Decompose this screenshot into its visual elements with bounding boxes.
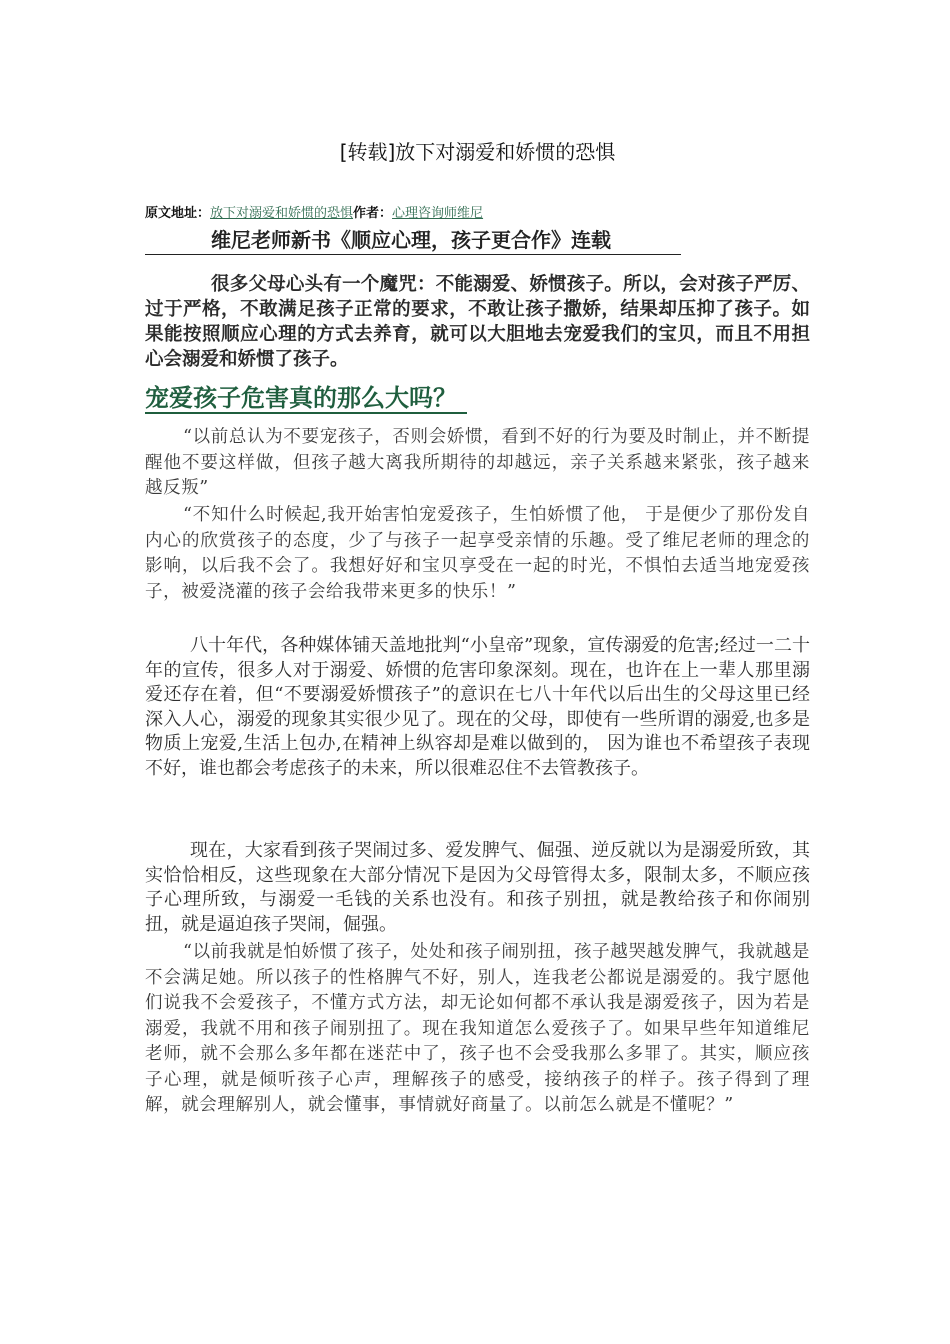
document-title: [转载]放下对溺爱和娇惯的恐惧 <box>339 140 616 164</box>
series-line: 维尼老师新书《顺应心理，孩子更合作》连载 <box>211 228 611 252</box>
author-label: 作者： <box>353 206 393 221</box>
body-paragraph-1: 八十年代，各种媒体铺天盖地批判“小皇帝”现象，宣传溺爱的危害;经过一二十年的宣传，很多人对于溺爱、娇惯的危害印象深刻。现在，也许在上一辈人那里溺爱还存在着，但“不要溺爱娇惯孩子”的意识在七八十年代以后出生的父母这里已经深入人心，溺爱的现象其实很少见了。现在的父母，即使有一些所谓的溺爱,也多是物质上宠爱,生活上包办,在精神上纵容却是难以做到的， 因为谁也不希望孩子表现不好，谁也都会考虑孩子的未来，所以很难忍住不去管教孩子。 <box>145 635 810 779</box>
body-paragraph-2: 现在，大家看到孩子哭闹过多、爱发脾气、倔强、逆反就以为是溺爱所致，其实恰恰相反，这些现象在大部分情况下是因为父母管得太多，限制太多，不顺应孩子心理所致，与溺爱一毛钱的关系也没有。和孩子别扭，就是教给孩子和你闹别扭，就是逼迫孩子哭闹，倔强。 <box>145 840 810 935</box>
section-heading <box>145 378 810 413</box>
source-label: 原文地址： <box>145 206 211 221</box>
quote-paragraph-1: “以前总认为不要宠孩子，否则会娇惯，看到不好的行为要及时制止，并不断提醒他不要这样做，但孩子越大离我所期待的却越远，亲子关系越来紧张，孩子越来越反叛” <box>145 427 810 498</box>
quote-paragraph-2: “不知什么时候起,我开始害怕宠爱孩子，生怕娇惯了他， 于是便少了那份发自内心的欣赏孩子的态度，少了与孩子一起享受亲情的乐趣。受了维尼老师的理念的影响，以后我不会了。我想好好和宝贝享受在一起的时光，不惧怕去适当地宠爱孩子，被爱浇灌的孩子会给我带来更多的快乐！” <box>145 505 810 602</box>
section-heading-text: 宠爱孩子危害真的那么大吗？ <box>145 383 467 414</box>
intro-paragraph: 很多父母心头有一个魔咒：不能溺爱、娇惯孩子。所以，会对孩子严厉、过于严格，不敢满足孩子正常的要求，不敢让孩子撒娇，结果却压抑了孩子。如果能按照顺应心理的方式去养育，就可以大胆地去宠爱我们的宝贝，而且不用担心会溺爱和娇惯了孩子。 <box>145 274 810 370</box>
source-line <box>145 202 810 221</box>
quote-paragraph-3: “以前我就是怕娇惯了孩子，处处和孩子闹别扭，孩子越哭越发脾气，我就越是不会满足她。所以孩子的性格脾气不好，别人，连我老公都说是溺爱的。我宁愿他们说我不会爱孩子，不懂方式方法，却无论如何都不承认我是溺爱孩子，因为若是溺爱，我就不用和孩子闹别扭了。现在我知道怎么爱孩子了。如果早些年知道维尼老师，就不会那么多年都在迷茫中了，孩子也不会受我那么多罪了。其实，顺应孩子心理，就是倾听孩子心声，理解孩子的感受，接纳孩子的样子。孩子得到了理解，就会理解别人，就会懂事，事情就好商量了。以前怎么就是不懂呢？” <box>145 942 810 1115</box>
author-link[interactable]: 心理咨询师维尼 <box>392 206 484 221</box>
source-article-link[interactable]: 放下对溺爱和娇惯的恐惧 <box>210 206 354 221</box>
divider-line <box>145 254 681 255</box>
